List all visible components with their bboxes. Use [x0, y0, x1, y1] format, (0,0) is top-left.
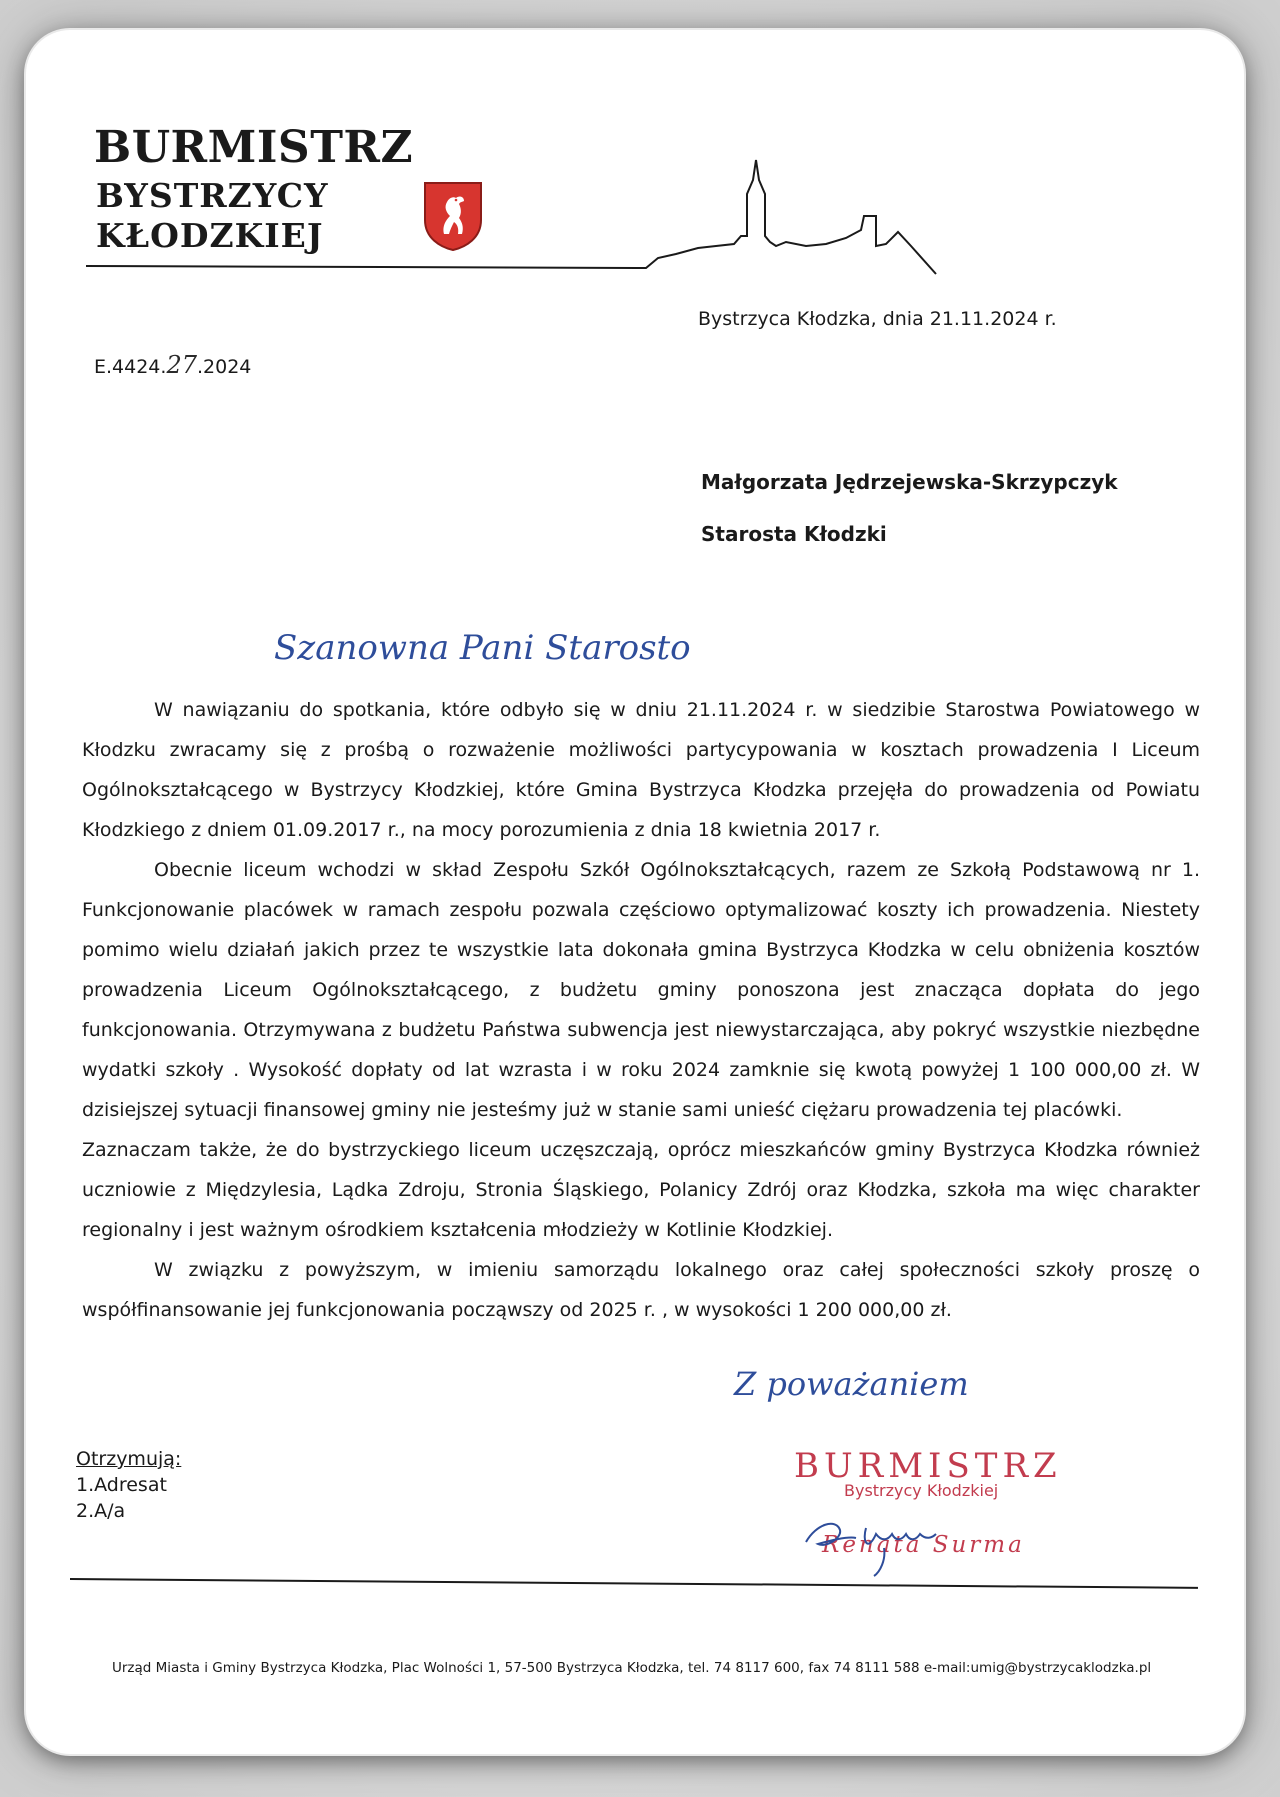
- town-skyline-icon: [86, 150, 1076, 320]
- recipient-name: Małgorzata Jędrzejewska-Skrzypczyk: [701, 470, 1118, 494]
- letterhead-line-3: KŁODZKIEJ: [96, 216, 324, 255]
- receiver-1: 1.Adresat: [76, 1474, 167, 1496]
- receivers-title: Otrzymują:: [76, 1448, 182, 1470]
- reference-suffix: .2024: [196, 356, 252, 378]
- stamp-name: Renata Surma: [822, 1532, 1025, 1558]
- letter-date: Bystrzyca Kłodzka, dnia 21.11.2024 r.: [698, 308, 1057, 330]
- letter-body: [82, 690, 1200, 1330]
- letterhead-line-2: BYSTRZYCY: [96, 176, 329, 215]
- stamp-subtitle: Bystrzycy Kłodzkiej: [844, 1481, 999, 1500]
- letterhead-title: BURMISTRZ: [94, 122, 414, 173]
- letter-sheet: [26, 30, 1244, 1754]
- stamp-title: BURMISTRZ: [794, 1446, 1062, 1486]
- body-paragraph-4: W związku z powyższym, w imieniu samorządu lokalnego oraz całej społeczności szkoły proszę o współfinansowanie jej funkcjonowania począwszy od 2025 r. , w wysokości 1 200 000,00 zł.: [82, 1259, 1200, 1321]
- recipient-title: Starosta Kłodzki: [701, 522, 887, 546]
- footer-divider: [70, 1578, 1198, 1589]
- receiver-2: 2.A/a: [76, 1500, 126, 1522]
- reference-handwritten: 27: [166, 351, 197, 379]
- handwritten-closing: Z poważaniem: [734, 1365, 969, 1403]
- reference-number: [94, 351, 251, 379]
- body-paragraph-1: W nawiązaniu do spotkania, które odbyło się w dniu 21.11.2024 r. w siedzibie Starostwa Powiatowego w Kłodzku zwracamy się z prośbą o rozważenie możliwości partycypowania w kosztach prowadzenia I Liceum Ogólnokształcącego w Bystrzycy Kłodzkiej, które Gmina Bystrzyca Kłodzka przejęła do prowadzenia od Powiatu Kłodzkiego z dniem 01.09.2017 r., na mocy porozumienia z dnia 18 kwietnia 2017 r.: [82, 699, 1200, 841]
- signature-icon: [796, 1490, 1026, 1580]
- handwritten-greeting: Szanowna Pani Starosto: [274, 628, 691, 668]
- body-paragraph-2: Obecnie liceum wchodzi w skład Zespołu Szkół Ogólnokształcących, razem ze Szkołą Podstawową nr 1. Funkcjonowanie placówek w ramach zespołu pozwala częściowo optymalizować koszty ich prowadzenia. Niestety pomimo wielu działań jakich przez te wszystkie lata dokonała gmina Bystrzyca Kłodzka w celu obniżenia kosztów prowadzenia Liceum Ogólnokształcącego, z budżetu gminy ponoszona jest znacząca dopłata do jego funkcjonowania. Otrzymywana z budżetu Państwa subwencja jest niewystarczająca, aby pokryć wszystkie niezbędne wydatki szkoły . Wysokość dopłaty od lat wzrasta i w roku 2024 zamknie się kwotą powyżej 1 100 000,00 zł. W dzisiejszej sytuacji finansowej gminy nie jesteśmy już w stanie sami unieść ciężaru prowadzenia tej placówki.: [82, 859, 1200, 1121]
- body-paragraph-3: Zaznaczam także, że do bystrzyckiego liceum uczęszczają, oprócz mieszkańców gminy Bystrzyca Kłodzka również uczniowie z Międzylesia, Lądka Zdroju, Stronia Śląskiego, Polanicy Zdrój oraz Kłodzka, szkoła ma więc charakter regionalny i jest ważnym ośrodkiem kształcenia młodzieży w Kotlinie Kłodzkiej.: [82, 1139, 1200, 1241]
- footer-address: Urząd Miasta i Gminy Bystrzyca Kłodzka, Plac Wolności 1, 57-500 Bystrzyca Kłodzka, tel. 74 8117 600, fax 74 8111 588 e-mail:umig@bystrzycaklodzka.pl: [112, 1660, 1152, 1676]
- reference-prefix: E.4424.: [94, 356, 167, 378]
